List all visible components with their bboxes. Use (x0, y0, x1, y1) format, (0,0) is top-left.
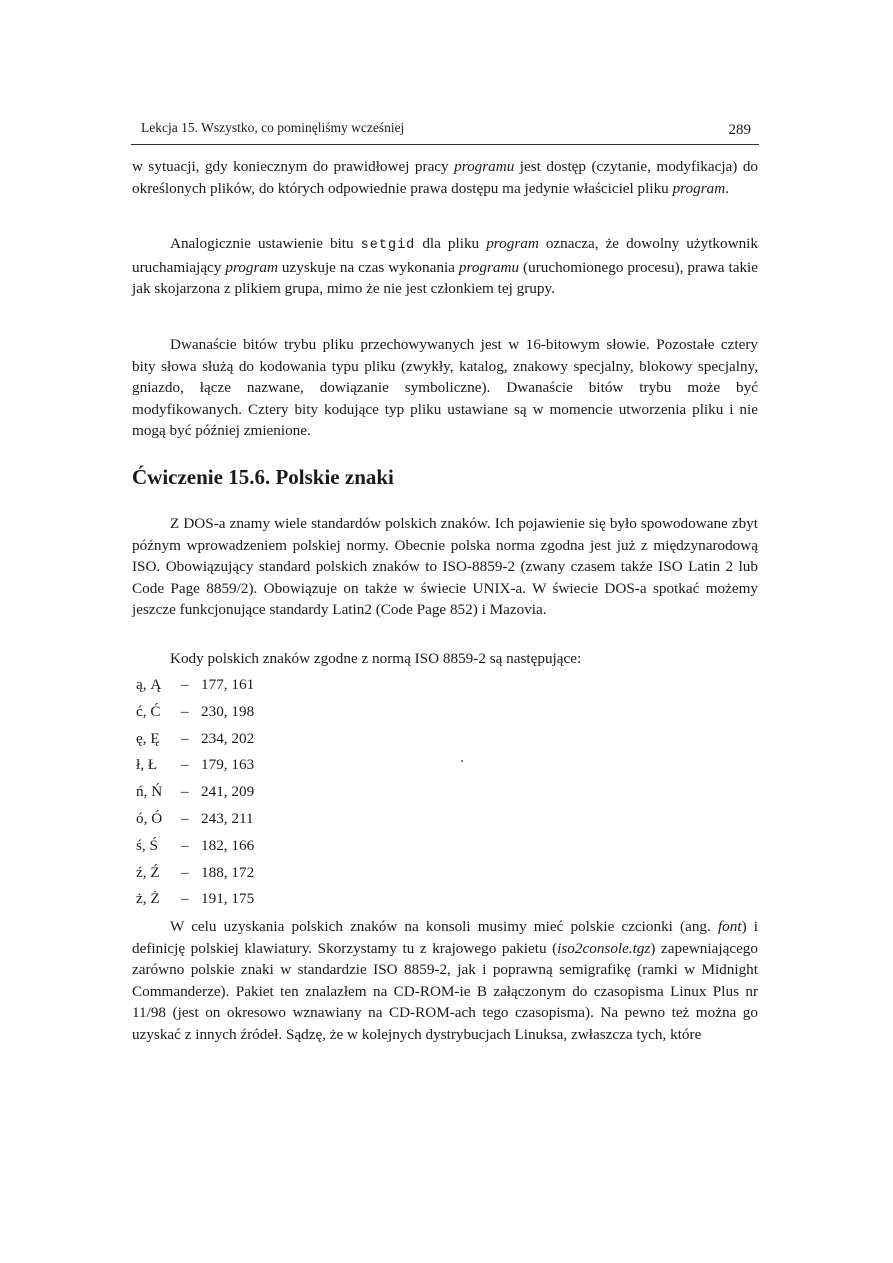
code-values: 241, 209 (201, 783, 255, 801)
code-chars: ń, Ń (136, 783, 163, 801)
text-run: ) i definicję polskiej klawiatury. Skorzystamy tu z krajowego pakietu ( (132, 918, 758, 957)
paragraph-text (132, 916, 758, 1045)
code-values: 188, 172 (201, 863, 255, 881)
code-dash: – (181, 676, 189, 693)
code-chars: ą, Ą (136, 676, 162, 693)
paragraph-text (132, 334, 758, 442)
paragraph-3 (132, 334, 758, 442)
code-dash: – (181, 890, 189, 908)
code-dash: – (181, 863, 189, 881)
paragraph-text (132, 513, 758, 621)
text-run: uzyskuje na czas wykonania (277, 258, 459, 276)
code-row (136, 730, 254, 757)
text-run: . (725, 179, 729, 197)
code-chars: ó, Ó (136, 809, 163, 827)
code-row (136, 837, 254, 864)
section-heading: Ćwiczenie 15.6. Polskie znaki (132, 465, 394, 489)
text-run: (uruchomionego procesu), prawa takie jak skojarzona z plikiem grupa, mimo że nie jest członkiem tej grupy. (132, 258, 759, 297)
paragraph-text (132, 648, 758, 670)
code-run: setgid (360, 238, 416, 253)
text-run: W celu uzyskania polskich znaków na konsoli musimy mieć polskie czcionki (ang. (170, 918, 718, 935)
character-code-list (136, 676, 254, 917)
code-row (136, 703, 254, 730)
italic-run: program (486, 235, 539, 252)
code-chars: ż, Ż (136, 890, 160, 908)
text-run: dla pliku (415, 235, 487, 252)
code-chars: ę, Ę (136, 729, 160, 747)
code-chars: ł, Ł (136, 756, 158, 774)
code-row (136, 864, 254, 891)
running-header (131, 118, 759, 145)
code-values: 177, 161 (201, 676, 255, 693)
code-values: 179, 163 (201, 756, 255, 774)
code-chars: ć, Ć (136, 702, 161, 720)
italic-run: programu (458, 258, 520, 276)
italic-run: programu (454, 158, 515, 175)
italic-run: program (672, 179, 726, 197)
code-chars: ś, Ś (136, 836, 158, 854)
code-dash: – (181, 702, 189, 720)
paragraph-text (132, 156, 758, 199)
code-dash: – (181, 783, 189, 801)
code-values: 182, 166 (201, 836, 255, 854)
paragraph-4 (132, 513, 758, 621)
italic-run: iso2console.tgz (557, 939, 651, 957)
code-row (136, 810, 254, 837)
text-run: Kody polskich znaków zgodne z normą ISO 8859-2 są następujące: (170, 650, 582, 667)
italic-run: program (225, 258, 278, 276)
header-title: Lekcja 15. Wszystko, co pominęliśmy wcześniej (141, 120, 405, 135)
code-dash: – (181, 729, 189, 747)
paragraph-2 (132, 233, 758, 300)
text-run: Z DOS-a znamy wiele standardów polskich znaków. Ich pojawienie się było spowodowane zbyt późnym wprowadzeniem polskiej normy. Obecnie polska norma zgodna jest już z międzynarodową ISO. Obowiązujący standard polskich znaków to ISO-8859-2 (zwany czasem także ISO Latin 2 lub Code Page 8859/2). Obowiązuje on także w świecie UNIX-a. W świecie DOS-a spotkać możemy jeszcze funkcjonujące standardy Latin2 (Code Page 852) i Mazovia. (132, 515, 758, 618)
text-run: Analogicznie ustawienie bitu (170, 235, 361, 252)
paragraph-1 (132, 156, 758, 199)
code-values: 234, 202 (201, 729, 255, 747)
code-row (136, 783, 254, 810)
code-values: 230, 198 (201, 702, 255, 720)
code-row (136, 676, 254, 703)
paragraph-6 (132, 916, 758, 1045)
paragraph-5 (132, 648, 758, 670)
code-dash: – (181, 836, 189, 854)
text-run: w sytuacji, gdy koniecznym do prawidłowej pracy (132, 158, 455, 175)
text-run: oznacza, że dowolny użytkownik uruchamiający (132, 235, 758, 276)
code-dash: – (181, 756, 189, 774)
code-row (136, 890, 254, 917)
code-values: 243, 211 (201, 809, 254, 827)
page-number: 289 (728, 122, 751, 138)
code-row (136, 756, 254, 783)
text-run: ) zapewniającego zarówno polskie znaki w standardzie ISO 8859-2, jak i poprawną semigrafikę (ramki w Midnight Commanderze). Pakiet ten znalazłem na CD-ROM-ie B załączonym do czasopisma Linux Plus nr 11/98 (jest on okresowo wznawiany na CD-ROM-ach tego czasopisma). Na pewno też można go uzyskać z innych źródeł. Sądzę, że w kolejnych dystrybucjach Linuksa, zwłaszcza tych, które (132, 939, 758, 1043)
text-run: jest dostęp (czytanie, modyfikacja) do określonych plików, do których odpowiednie prawa dostępu ma jedynie właściciel pliku (132, 158, 759, 197)
code-values: 191, 175 (201, 890, 255, 908)
code-dash: – (181, 809, 189, 827)
italic-run: font (717, 918, 742, 935)
paragraph-text (132, 233, 758, 300)
text-run: Dwanaście bitów trybu pliku przechowywanych jest w 16-bitowym słowie. Pozostałe cztery bity słowa służą do kodowania typu pliku (zwykły, katalog, znakowy specjalny, blokowy specjalny, gniazdo, łącze nazwane, dowiązanie symboliczne). Dwanaście bitów trybu może być modyfikowanych. Cztery bity kodujące typ pliku ustawiane są w momencie utworzenia pliku i nie mogą być później zmienione. (132, 336, 758, 439)
print-speck (461, 760, 463, 762)
code-chars: ź, Ź (136, 863, 160, 881)
